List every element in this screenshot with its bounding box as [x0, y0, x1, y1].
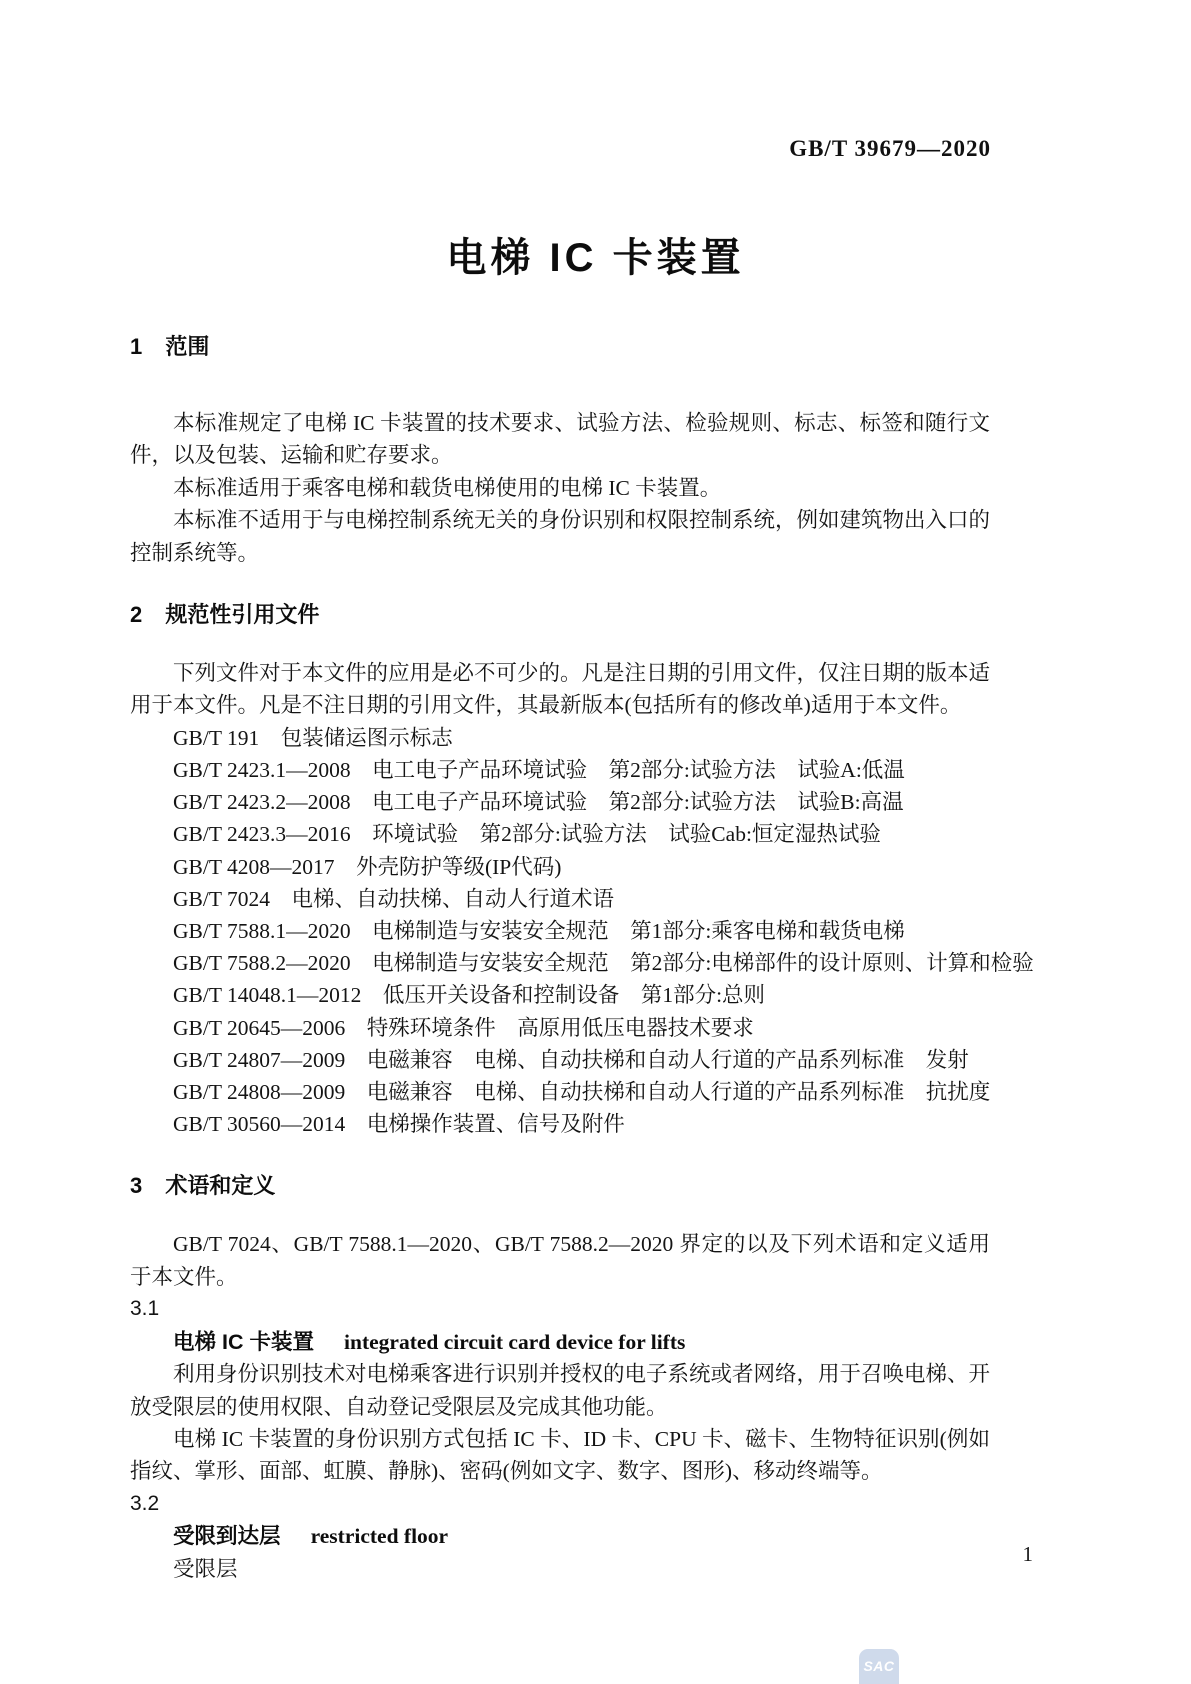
reference-item: GB/T 24808—2009 电磁兼容 电梯、自动扶梯和自动人行道的产品系列标准 抗扰度 — [173, 1080, 991, 1105]
page-number: 1 — [1022, 1542, 1033, 1566]
reference-item: GB/T 191 包装储运图示标志 — [173, 725, 453, 750]
scope-paragraph: 本标准规定了电梯 IC 卡装置的技术要求、试验方法、检验规则、标志、标签和随行文件，以及包装、运输和贮存要求。 — [130, 411, 990, 468]
term-zh: 受限到达层 — [173, 1524, 281, 1549]
section-3-heading — [130, 1172, 990, 1200]
section-1-number: 1 — [130, 334, 143, 359]
scope-paragraph: 本标准适用于乘客电梯和载货电梯使用的电梯 IC 卡装置。 — [173, 475, 722, 500]
term-entry-number: 3.2 — [130, 1491, 160, 1515]
section-1-label: 范围 — [165, 334, 210, 359]
section-3-number: 3 — [130, 1173, 143, 1199]
term-synonym: 受限层 — [173, 1556, 238, 1581]
reference-item: GB/T 2423.1—2008 电工电子产品环境试验 第2部分:试验方法 试验A:低温 — [173, 758, 905, 783]
term-en: integrated circuit card device for lifts — [344, 1329, 686, 1354]
section-2-label: 规范性引用文件 — [165, 602, 320, 628]
section-2-heading — [130, 601, 990, 629]
reference-item: GB/T 2423.3—2016 环境试验 第2部分:试验方法 试验Cab:恒定湿热试验 — [173, 822, 881, 847]
term-definition: 利用身份识别技术对电梯乘客进行识别并授权的电子系统或者网络，用于召唤电梯、开放受限层的使用权限、自动登记受限层及完成其他功能。 — [130, 1362, 991, 1419]
sac-watermark-logo — [859, 1649, 899, 1684]
terms-intro: GB/T 7024、GB/T 7588.1—2020、GB/T 7588.2—2020 界定的以及下列术语和定义适用于本文件。 — [130, 1232, 990, 1289]
references-intro: 下列文件对于本文件的应用是必不可少的。凡是注日期的引用文件，仅注日期的版本适用于本文件。凡是不注日期的引用文件，其最新版本(包括所有的修改单)适用于本文件。 — [130, 661, 991, 718]
term-zh: 电梯 IC 卡装置 — [173, 1329, 314, 1354]
section-1-heading — [130, 333, 990, 361]
reference-item: GB/T 24807—2009 电磁兼容 电梯、自动扶梯和自动人行道的产品系列标准 发射 — [173, 1047, 969, 1072]
standard-code: GB/T 39679—2020 — [789, 136, 991, 161]
term-en: restricted floor — [310, 1524, 449, 1549]
section-3-label: 术语和定义 — [165, 1173, 276, 1199]
document-title: 电梯 IC 卡装置 — [446, 236, 745, 280]
term-definition-title — [130, 1326, 990, 1358]
reference-item: GB/T 2423.2—2008 电工电子产品环境试验 第2部分:试验方法 试验B:高温 — [173, 790, 904, 815]
sac-watermark-text: SAC — [863, 1658, 895, 1674]
reference-item: GB/T 7588.1—2020 电梯制造与安装安全规范 第1部分:乘客电梯和载货电梯 — [173, 919, 905, 944]
reference-item: GB/T 7024 电梯、自动扶梯、自动人行道术语 — [173, 886, 614, 911]
term-definition: 电梯 IC 卡装置的身份识别方式包括 IC 卡、ID 卡、CPU 卡、磁卡、生物特征识别(例如指纹、掌形、面部、虹膜、静脉)、密码(例如文字、数字、图形)、移动终端等。 — [130, 1426, 990, 1484]
reference-item: GB/T 14048.1—2012 低压开关设备和控制设备 第1部分:总则 — [173, 983, 766, 1008]
reference-item: GB/T 7588.2—2020 电梯制造与安装安全规范 第2部分:电梯部件的设计原则、计算和检验 — [173, 951, 1034, 976]
scope-paragraph: 本标准不适用于与电梯控制系统无关的身份识别和权限控制系统，例如建筑物出入口的控制系统等。 — [130, 508, 991, 565]
term-entry-number: 3.1 — [130, 1297, 160, 1321]
reference-item: GB/T 30560—2014 电梯操作装置、信号及附件 — [173, 1112, 625, 1137]
reference-item: GB/T 4208—2017 外壳防护等级(IP代码) — [173, 854, 562, 879]
section-2-number: 2 — [130, 602, 143, 628]
term-definition-title — [130, 1520, 990, 1552]
reference-item: GB/T 20645—2006 特殊环境条件 高原用低压电器技术要求 — [173, 1015, 754, 1040]
document-body — [130, 333, 1034, 1585]
